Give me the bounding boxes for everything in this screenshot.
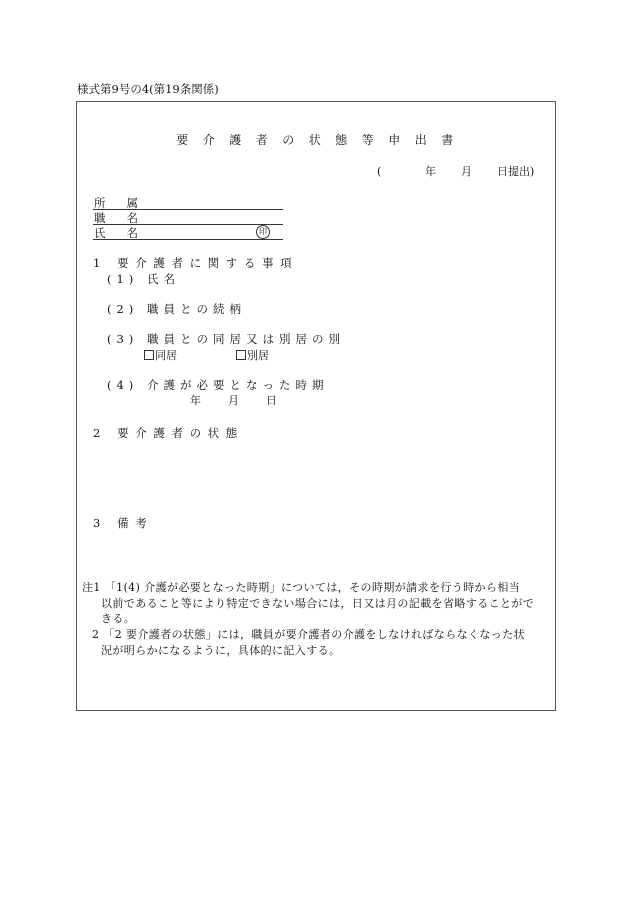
seal-icon: 印	[256, 225, 270, 239]
position-label: 職名	[94, 211, 159, 225]
section2-title: 2 要介護者の状態	[93, 426, 244, 440]
care-start-day-label: 日	[266, 394, 277, 407]
note1-line2: 以前であること等により特定できない場合には，日又は月の記載を省略することがで	[101, 597, 535, 610]
cohabiting-checkbox[interactable]	[144, 350, 177, 361]
form-title: 要介護者の状態等申出書	[176, 133, 468, 147]
date-year-label[interactable]: 年	[425, 165, 436, 178]
care-start-date-fields[interactable]	[190, 395, 304, 406]
form-number-label: 様式第9号の4(第19条関係)	[77, 82, 219, 96]
affiliation-field[interactable]	[93, 195, 283, 210]
note1-line3: きる。	[101, 612, 136, 625]
care-start-year-label: 年	[190, 394, 201, 407]
date-month-label[interactable]: 月	[461, 165, 472, 178]
relationship-item[interactable]: (2) 職員との続柄	[107, 302, 246, 316]
section1-title: 1 要介護者に関する事項	[93, 256, 299, 270]
cohabiting-label: 同居	[155, 349, 177, 362]
note2-line2: 況が明らかになるように，具体的に記入する。	[101, 644, 341, 657]
separate-living-label: 別居	[247, 349, 269, 362]
name-label: 氏名	[94, 226, 159, 240]
separate-living-checkbox[interactable]	[236, 350, 269, 361]
name-field[interactable]	[93, 225, 283, 240]
date-open-paren: (	[377, 165, 382, 178]
cohabitation-item: (3) 職員との同居又は別居の別	[107, 332, 345, 346]
care-start-month-label: 月	[228, 394, 239, 407]
affiliation-label: 所属	[94, 196, 159, 210]
position-field[interactable]	[93, 210, 283, 225]
note1-line1: 注1 「1(4) 介護が必要となった時期」については，その時期が請求を行う時から相当	[82, 581, 521, 594]
checkbox-icon	[236, 350, 246, 360]
care-start-period-item: (4) 介護が必要となった時期	[107, 378, 329, 392]
care-recipient-name-item[interactable]: (1) 氏名	[107, 272, 180, 286]
date-day-submit-label[interactable]: 日提出)	[497, 165, 535, 178]
section3-title: 3 備考	[93, 516, 154, 530]
note2-line1: 2 「2 要介護者の状態」には，職員が要介護者の介護をしなければならなくなった状	[92, 628, 525, 641]
checkbox-icon	[144, 350, 154, 360]
submission-date-line	[377, 166, 534, 177]
form-frame	[76, 101, 556, 711]
